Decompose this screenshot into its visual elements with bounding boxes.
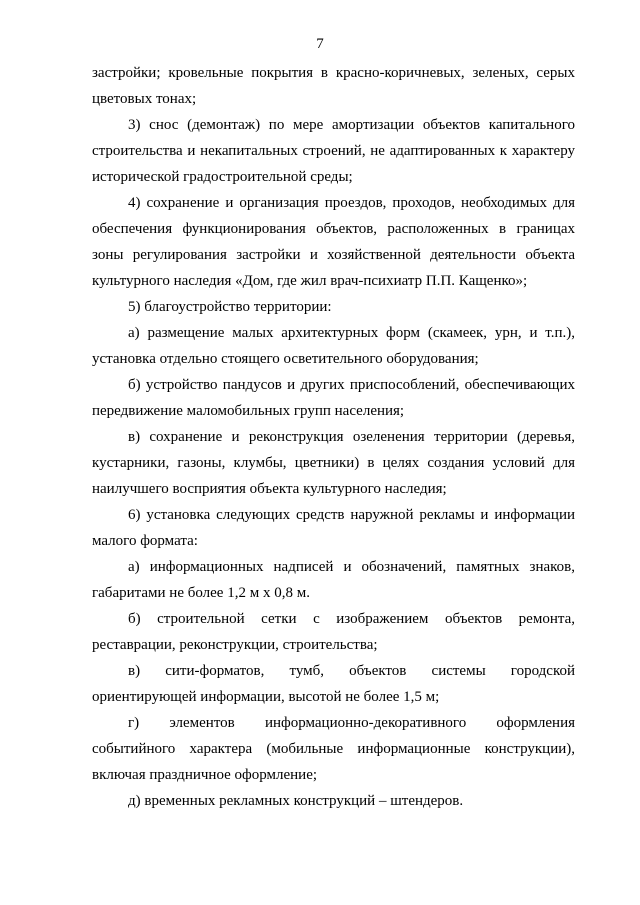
paragraph-item-5c: в) сохранение и реконструкция озеленения территории (деревья, кустарники, газоны, клумбы, цветники) в целях создания условий для наилучшего восприятия объекта культурного наследия; bbox=[92, 429, 575, 497]
paragraph-item-5b: б) устройство пандусов и других приспособлений, обеспечивающих передвижение маломобильных групп населения; bbox=[92, 377, 575, 419]
document-body bbox=[92, 60, 575, 814]
paragraph-item-5a: а) размещение малых архитектурных форм (скамеек, урн, и т.п.), установка отдельно стоящего осветительного оборудования; bbox=[92, 325, 575, 367]
paragraph-roofing-continuation: застройки; кровельные покрытия в красно-коричневых, зеленых, серых цветовых тонах; bbox=[92, 65, 575, 107]
paragraph-item-6-advertising: 6) установка следующих средств наружной рекламы и информации малого формата: bbox=[92, 507, 575, 549]
page-number: 7 bbox=[316, 36, 324, 52]
paragraph-item-6b: б) строительной сетки с изображением объектов ремонта, реставрации, реконструкции, строительства; bbox=[92, 611, 575, 653]
paragraph-item-3-demolition: 3) снос (демонтаж) по мере амортизации объектов капитального строительства и некапитальных строений, не адаптированных к характеру исторической градостроительной среды; bbox=[92, 117, 575, 185]
paragraph-item-6d: г) элементов информационно-декоративного оформления событийного характера (мобильные информационные конструкции), включая праздничное оформление; bbox=[92, 715, 575, 783]
paragraph-item-6a: а) информационных надписей и обозначений, памятных знаков, габаритами не более 1,2 м х 0,8 м. bbox=[92, 559, 575, 601]
paragraph-item-4-passages: 4) сохранение и организация проездов, проходов, необходимых для обеспечения функционирования объектов, расположенных в границах зоны регулирования застройки и хозяйственной деятельности объекта культурного наследия «Дом, где жил врач-психиатр П.П. Кащенко»; bbox=[92, 195, 575, 289]
paragraph-item-6c: в) сити-форматов, тумб, объектов системы городской ориентирующей информации, высотой не более 1,5 м; bbox=[92, 663, 575, 705]
paragraph-item-6e: д) временных рекламных конструкций – штендеров. bbox=[128, 793, 464, 809]
paragraph-item-5-landscaping: 5) благоустройство территории: bbox=[128, 299, 332, 315]
